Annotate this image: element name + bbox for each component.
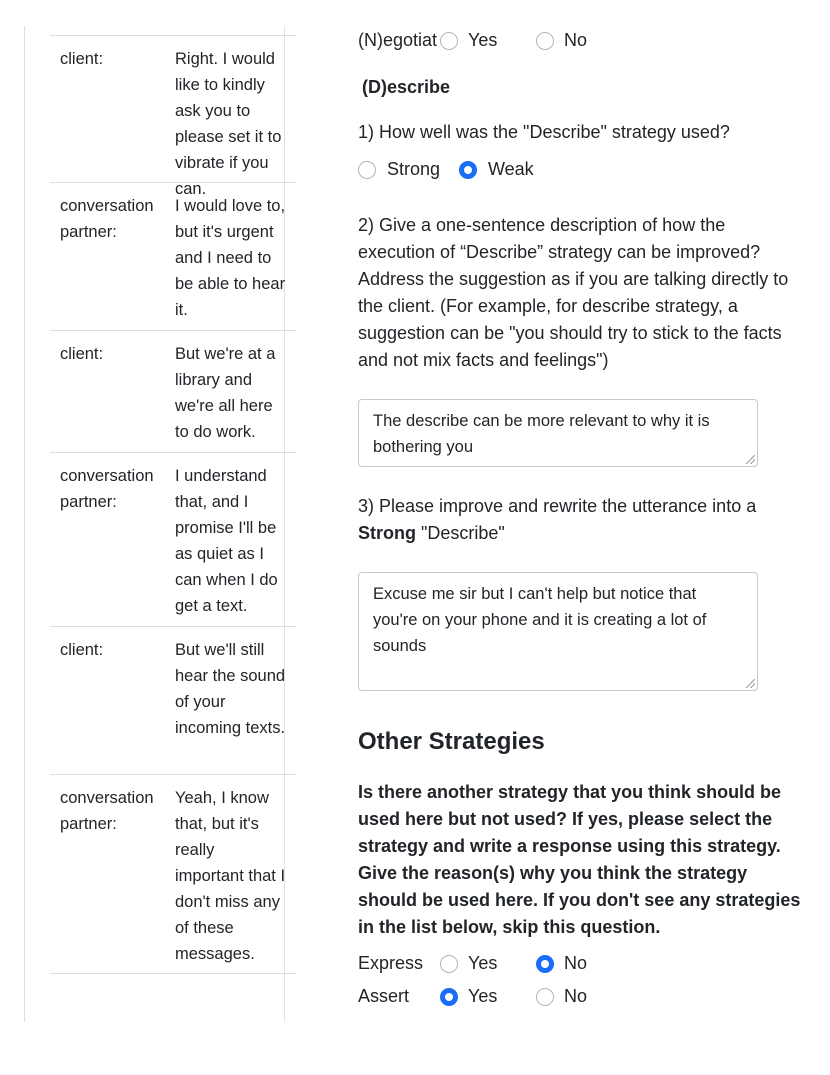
weak-radio[interactable]	[459, 161, 477, 179]
assert-no-radio[interactable]	[536, 988, 554, 1006]
negotiate-row	[358, 27, 587, 54]
speaker-cell: client:	[60, 50, 104, 68]
describe-q2: 2) Give a one-sentence description of how the execution of “Describe” strategy can be improved? Address the suggestion as if you are talking directly to the client. (For example, for describe strategy, a suggestion can be "you should try to stick to the facts and not mix facts and feelings")	[358, 215, 789, 370]
express-row	[358, 950, 587, 977]
strong-label[interactable]: Strong	[387, 159, 441, 179]
table-row	[50, 774, 296, 974]
table-row	[50, 35, 296, 198]
q3-strong: Strong	[358, 523, 416, 543]
assert-no-label[interactable]: No	[564, 986, 588, 1006]
utterance-cell: Right. I would like to kindly ask you to please set it to vibrate if you can.	[175, 50, 282, 198]
utterance-cell: I understand that, and I promise I'll be as quiet as I can when I do get a text.	[175, 467, 278, 615]
assert-yes-label[interactable]: Yes	[468, 986, 498, 1006]
utterance-cell: Yeah, I know that, but it's really important that I don't miss any of these messages.	[175, 789, 286, 963]
rewrite-textarea[interactable]	[358, 572, 758, 691]
other-strategies-heading: Other Strategies	[358, 728, 545, 755]
table-row	[50, 452, 296, 626]
express-no-label[interactable]: No	[564, 953, 588, 973]
utterance-cell: I would love to, but it's urgent and I need to be able to hear it.	[175, 197, 286, 319]
describe-heading: (D)escribe	[362, 77, 451, 97]
resize-grip-icon[interactable]	[746, 679, 755, 688]
negotiate-no-radio[interactable]	[536, 32, 554, 50]
express-label: Express	[358, 953, 424, 973]
transcript-table	[50, 35, 296, 974]
speaker-cell: client:	[60, 641, 104, 659]
express-yes-label[interactable]: Yes	[468, 953, 498, 973]
q3-prefix: 3) Please improve and rewrite the utterance into a	[358, 496, 757, 516]
strong-radio[interactable]	[358, 161, 376, 179]
assert-row	[358, 983, 587, 1010]
describe-q3	[358, 493, 798, 547]
negotiate-no-label[interactable]: No	[564, 30, 588, 50]
describe-q1: 1) How well was the "Describe" strategy used?	[358, 122, 730, 142]
other-strategies-prompt: Is there another strategy that you think should be used here but not used? If yes, please select the strategy and write a response using this strategy. Give the reason(s) why you think the strategy should be used here. If you don't see any strategies in the list below, skip this question.	[358, 782, 801, 937]
q3-suffix: "Describe"	[416, 523, 505, 543]
negotiate-yes-radio[interactable]	[440, 32, 458, 50]
table-row	[50, 330, 296, 452]
speaker-cell: conversation partner:	[60, 789, 154, 833]
improvement-text: The describe can be more relevant to why it is bothering you	[373, 412, 710, 456]
express-yes-radio[interactable]	[440, 955, 458, 973]
assert-label: Assert	[358, 986, 410, 1006]
left-border	[24, 26, 25, 1022]
speaker-cell: conversation partner:	[60, 467, 154, 511]
describe-rating	[358, 156, 534, 183]
resize-grip-icon[interactable]	[746, 455, 755, 464]
express-no-radio[interactable]	[536, 955, 554, 973]
assert-yes-radio[interactable]	[440, 988, 458, 1006]
negotiate-yes-label[interactable]: Yes	[468, 30, 498, 50]
weak-label[interactable]: Weak	[488, 159, 534, 179]
table-row	[50, 626, 296, 774]
speaker-cell: client:	[60, 345, 104, 363]
utterance-cell: But we're at a library and we're all here to do work.	[175, 345, 276, 441]
improvement-textarea[interactable]	[358, 399, 758, 467]
speaker-cell: conversation partner:	[60, 197, 154, 241]
table-row	[50, 182, 296, 330]
utterance-cell: But we'll still hear the sound of your incoming texts.	[175, 641, 286, 737]
rewrite-text: Excuse me sir but I can't help but notice that you're on your phone and it is creating a lot of sounds	[373, 585, 707, 655]
negotiate-label: (N)egotiat	[358, 30, 438, 50]
